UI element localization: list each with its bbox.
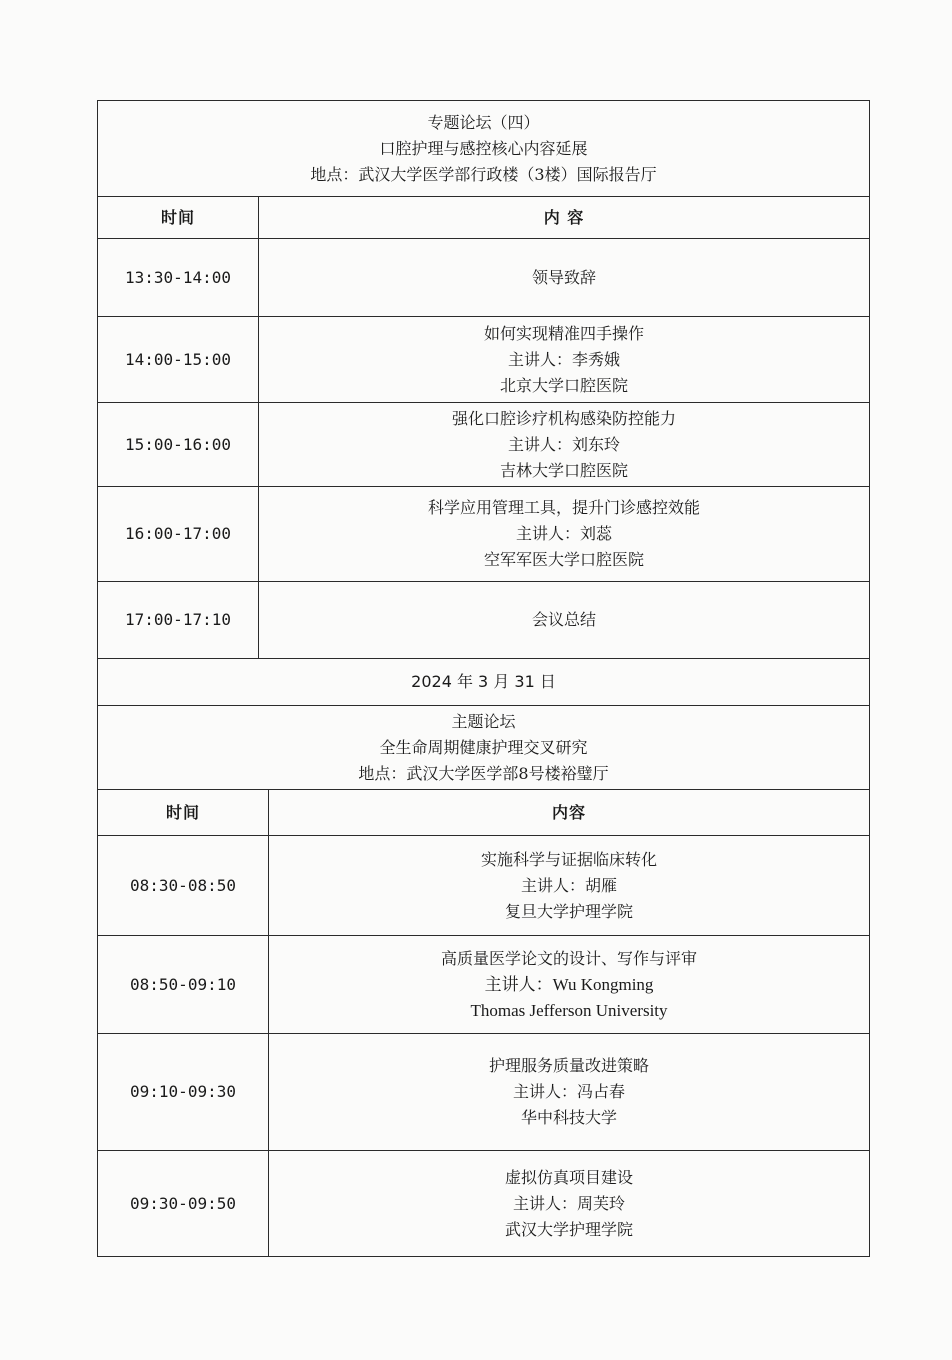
schedule-table xyxy=(97,100,870,1257)
schedule-sheet xyxy=(97,100,869,1257)
speaker: 主讲人：刘东玲 xyxy=(508,434,621,454)
row-content xyxy=(269,1151,870,1257)
talk-title: 高质量医学论文的设计、写作与评审 xyxy=(441,948,698,968)
row-time: 08:30-08:50 xyxy=(98,836,269,936)
table-row xyxy=(98,487,870,582)
section1-column-header xyxy=(98,197,870,239)
section1-location: 地点：武汉大学医学部行政楼（3楼）国际报告厅 xyxy=(310,164,657,184)
row-content xyxy=(259,239,870,317)
table-row xyxy=(98,836,870,936)
row-content xyxy=(269,836,870,936)
row-time: 13:30-14:00 xyxy=(98,239,259,317)
affiliation: 吉林大学口腔医院 xyxy=(500,460,629,480)
table-row xyxy=(98,1151,870,1257)
section1-title: 专题论坛（四） xyxy=(427,112,540,132)
speaker: 主讲人：周芙玲 xyxy=(513,1193,626,1213)
section2-location: 地点：武汉大学医学部8号楼裕璧厅 xyxy=(358,763,609,783)
table-row xyxy=(98,936,870,1034)
affiliation: Thomas Jefferson University xyxy=(470,1000,668,1020)
row-content xyxy=(259,317,870,403)
row-content xyxy=(259,403,870,487)
table-row xyxy=(98,1034,870,1151)
affiliation: 空军军医大学口腔医院 xyxy=(484,550,645,569)
talk-title: 强化口腔诊疗机构感染防控能力 xyxy=(452,408,677,428)
row-time: 16:00-17:00 xyxy=(98,487,259,582)
talk-title: 领导致辞 xyxy=(532,267,597,287)
speaker: 主讲人：李秀娥 xyxy=(508,349,621,369)
row-content xyxy=(259,582,870,659)
talk-title: 虚拟仿真项目建设 xyxy=(505,1167,634,1187)
date-label: 2024 年 3 月 31 日 xyxy=(98,659,870,706)
speaker: 主讲人：冯占春 xyxy=(513,1082,626,1101)
talk-title: 会议总结 xyxy=(532,610,597,629)
table-row xyxy=(98,403,870,487)
table-row xyxy=(98,582,870,659)
talk-title: 科学应用管理工具，提升门诊感控效能 xyxy=(428,498,701,517)
affiliation: 武汉大学护理学院 xyxy=(505,1219,634,1239)
row-content xyxy=(269,936,870,1034)
section2-col-time: 时间 xyxy=(98,790,269,836)
row-time: 15:00-16:00 xyxy=(98,403,259,487)
talk-title: 实施科学与证据临床转化 xyxy=(481,849,658,869)
section2-column-header xyxy=(98,790,870,836)
row-time: 09:10-09:30 xyxy=(98,1034,269,1151)
row-time: 09:30-09:50 xyxy=(98,1151,269,1257)
speaker: 主讲人：胡雁 xyxy=(521,875,618,895)
talk-title: 如何实现精准四手操作 xyxy=(484,323,645,343)
row-content xyxy=(259,487,870,582)
section2-title: 主题论坛 xyxy=(451,711,516,731)
row-content xyxy=(269,1034,870,1151)
row-time: 08:50-09:10 xyxy=(98,936,269,1034)
affiliation: 北京大学口腔医院 xyxy=(500,375,629,395)
section2-header xyxy=(98,706,870,790)
speaker: 主讲人：Wu Kongming xyxy=(484,974,654,994)
section1-header xyxy=(98,101,870,197)
affiliation: 复旦大学护理学院 xyxy=(505,901,634,921)
section1-subtitle: 口腔护理与感控核心内容延展 xyxy=(379,138,588,158)
table-row xyxy=(98,317,870,403)
section1-col-content: 内 容 xyxy=(259,197,870,239)
talk-title: 护理服务质量改进策略 xyxy=(489,1056,650,1075)
section2-subtitle: 全生命周期健康护理交叉研究 xyxy=(379,737,588,757)
row-time: 17:00-17:10 xyxy=(98,582,259,659)
section2-col-content: 内容 xyxy=(269,790,870,836)
table-row xyxy=(98,239,870,317)
date-row xyxy=(98,659,870,706)
speaker: 主讲人：刘蕊 xyxy=(516,524,613,543)
affiliation: 华中科技大学 xyxy=(521,1108,618,1127)
row-time: 14:00-15:00 xyxy=(98,317,259,403)
section1-col-time: 时间 xyxy=(98,197,259,239)
